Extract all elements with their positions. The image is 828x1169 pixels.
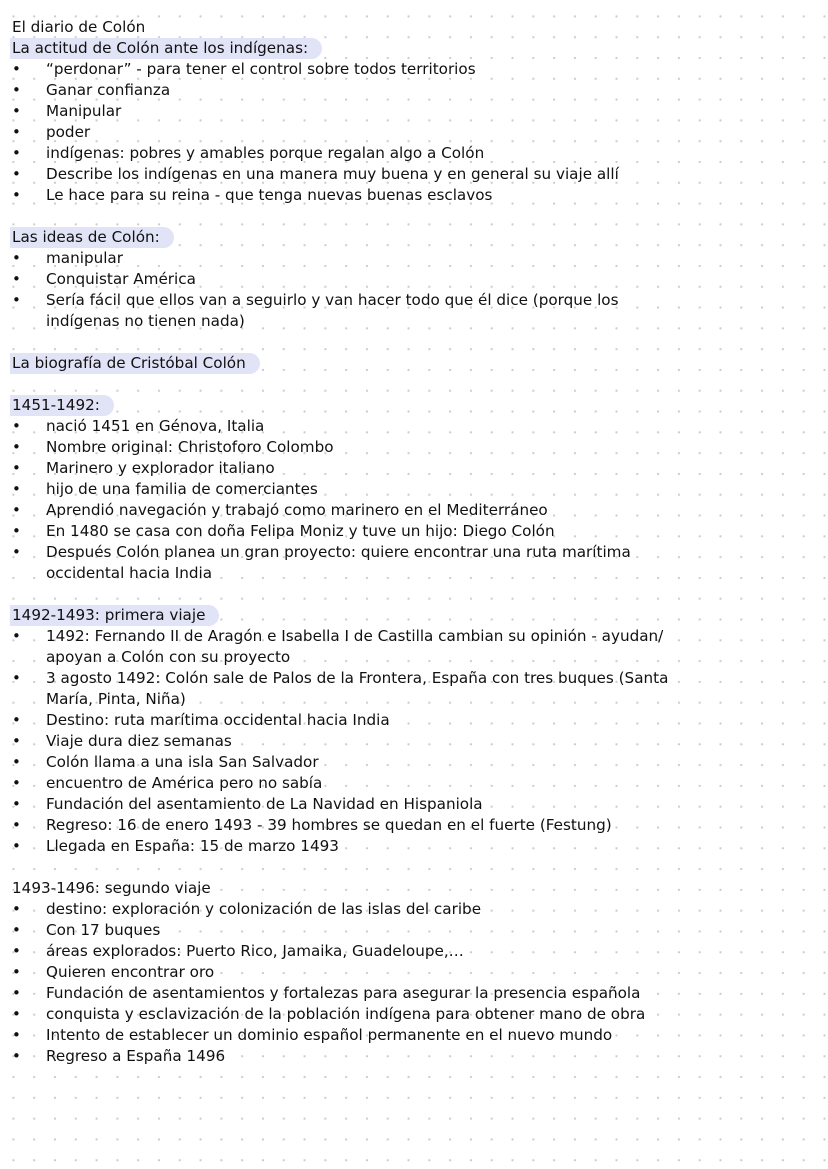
- bullet-icon: •: [12, 522, 21, 540]
- list-item-text: Marinero y explorador italiano: [46, 459, 275, 477]
- list-item: [12, 416, 812, 437]
- bullet-icon: •: [12, 459, 21, 477]
- section-heading: La actitud de Colón ante los indígenas:: [10, 38, 322, 59]
- list-item-text: nació 1451 en Génova, Italia: [46, 417, 265, 435]
- list-item: [12, 185, 812, 206]
- list-item-text: Fundación del asentamiento de La Navidad en Hispaniola: [46, 795, 483, 813]
- list-item: [12, 794, 812, 815]
- list-item-text: Destino: ruta marítima occidental hacia India: [46, 711, 390, 729]
- list-item-text: 3 agosto 1492: Colón sale de Palos de la Frontera, España con tres buques (Santa María, Pinta, Niña): [46, 669, 669, 708]
- list-item: [12, 920, 812, 941]
- bullet-icon: •: [12, 186, 21, 204]
- list-item: [12, 1004, 812, 1025]
- list-item-text: Llegada en España: 15 de marzo 1493: [46, 837, 339, 855]
- list-item: [12, 962, 812, 983]
- list-item: [12, 1025, 812, 1046]
- bullet-icon: •: [12, 438, 21, 456]
- list-item: [12, 437, 812, 458]
- list-item: [12, 143, 812, 164]
- bullet-list: [12, 59, 812, 206]
- list-item-text: 1492: Fernando II de Aragón e Isabella I de Castilla cambian su opinión - ayudan/ apoyan a Colón con su proyecto: [46, 627, 664, 666]
- bullet-icon: •: [12, 291, 21, 309]
- list-item-text: En 1480 se casa con doña Felipa Moniz y tuve un hijo: Diego Colón: [46, 522, 555, 540]
- section-heading: 1492-1493: primera viaje: [10, 605, 219, 626]
- list-item: [12, 1046, 812, 1067]
- page-title: El diario de Colón: [12, 18, 146, 36]
- list-item-text: Quieren encontrar oro: [46, 963, 215, 981]
- list-item: [12, 500, 812, 521]
- list-item: [12, 773, 812, 794]
- blank-line: [12, 374, 812, 395]
- list-item: [12, 164, 812, 185]
- list-item-text: Ganar confianza: [46, 81, 171, 99]
- list-item: [12, 542, 812, 584]
- section-1493-1496-segundo-viaje: [12, 878, 812, 1067]
- section-heading: Las ideas de Colón:: [10, 227, 174, 248]
- bullet-icon: •: [12, 753, 21, 771]
- bullet-icon: •: [12, 984, 21, 1002]
- list-item: [12, 836, 812, 857]
- list-item: [12, 941, 812, 962]
- bullet-icon: •: [12, 543, 21, 561]
- list-item-text: Regreso: 16 de enero 1493 - 39 hombres se quedan en el fuerte (Festung): [46, 816, 612, 834]
- list-item-text: Describe los indígenas en una manera muy buena y en general su viaje allí: [46, 165, 619, 183]
- bullet-icon: •: [12, 669, 21, 687]
- list-item-text: Le hace para su reina - que tenga nuevas buenas esclavos: [46, 186, 493, 204]
- list-item: [12, 731, 812, 752]
- list-item-text: Conquistar América: [46, 270, 196, 288]
- list-item-text: Fundación de asentamientos y fortalezas para asegurar la presencia española: [46, 984, 641, 1002]
- bullet-icon: •: [12, 921, 21, 939]
- list-item: [12, 899, 812, 920]
- section-la-biografia-de-cristobal-colon: [12, 353, 812, 374]
- bullet-icon: •: [12, 60, 21, 78]
- bullet-list: [12, 899, 812, 1067]
- list-item-text: Regreso a España 1496: [46, 1047, 226, 1065]
- list-item: [12, 458, 812, 479]
- section-1451-1492: [12, 395, 812, 584]
- list-item-text: Sería fácil que ellos van a seguirlo y van hacer todo que él dice (porque los indígenas no tienen nada): [46, 291, 619, 330]
- bullet-icon: •: [12, 417, 21, 435]
- list-item: [12, 521, 812, 542]
- bullet-icon: •: [12, 480, 21, 498]
- bullet-icon: •: [12, 270, 21, 288]
- list-item-text: “perdonar” - para tener el control sobre todos territorios: [46, 60, 476, 78]
- section-1492-1493-primera-viaje: [12, 605, 812, 857]
- blank-line: [12, 584, 812, 605]
- list-item: [12, 101, 812, 122]
- list-item-text: Viaje dura diez semanas: [46, 732, 232, 750]
- bullet-icon: •: [12, 942, 21, 960]
- section-heading: 1493-1496: segundo viaje: [12, 879, 211, 897]
- list-item-text: poder: [46, 123, 91, 141]
- list-item-text: conquista y esclavización de la población indígena para obtener mano de obra: [46, 1005, 646, 1023]
- blank-line: [12, 332, 812, 353]
- list-item-text: Nombre original: Christoforo Colombo: [46, 438, 334, 456]
- bullet-icon: •: [12, 963, 21, 981]
- bullet-icon: •: [12, 81, 21, 99]
- list-item: [12, 752, 812, 773]
- bullet-icon: •: [12, 144, 21, 162]
- list-item-text: Con 17 buques: [46, 921, 161, 939]
- list-item-text: hijo de una familia de comerciantes: [46, 480, 318, 498]
- bullet-list: [12, 626, 812, 857]
- note-sections: [12, 38, 812, 1067]
- blank-line: [12, 206, 812, 227]
- bullet-icon: •: [12, 816, 21, 834]
- bullet-icon: •: [12, 627, 21, 645]
- list-item: [12, 290, 812, 332]
- bullet-icon: •: [12, 795, 21, 813]
- list-item: [12, 815, 812, 836]
- list-item-text: Manipular: [46, 102, 122, 120]
- bullet-icon: •: [12, 900, 21, 918]
- bullet-list: [12, 416, 812, 584]
- section-las-ideas-de-colon: [12, 227, 812, 332]
- bullet-icon: •: [12, 1047, 21, 1065]
- list-item-text: destino: exploración y colonización de las islas del caribe: [46, 900, 482, 918]
- section-heading: La biografía de Cristóbal Colón: [10, 353, 260, 374]
- note-page: [12, 17, 812, 1067]
- list-item: [12, 479, 812, 500]
- list-item: [12, 710, 812, 731]
- list-item: [12, 59, 812, 80]
- list-item: [12, 122, 812, 143]
- list-item-text: manipular: [46, 249, 123, 267]
- bullet-icon: •: [12, 837, 21, 855]
- bullet-icon: •: [12, 165, 21, 183]
- bullet-icon: •: [12, 774, 21, 792]
- bullet-icon: •: [12, 732, 21, 750]
- list-item-text: encuentro de América pero no sabía: [46, 774, 323, 792]
- bullet-icon: •: [12, 711, 21, 729]
- list-item-text: Aprendió navegación y trabajó como marinero en el Mediterráneo: [46, 501, 548, 519]
- bullet-icon: •: [12, 1005, 21, 1023]
- list-item-text: áreas explorados: Puerto Rico, Jamaika, Guadeloupe,…: [46, 942, 464, 960]
- list-item: [12, 983, 812, 1004]
- bullet-icon: •: [12, 123, 21, 141]
- list-item-text: indígenas: pobres y amables porque regalan algo a Colón: [46, 144, 485, 162]
- section-heading: 1451-1492:: [10, 395, 114, 416]
- list-item-text: Después Colón planea un gran proyecto: quiere encontrar una ruta marítima occidental hacia India: [46, 543, 631, 582]
- bullet-icon: •: [12, 249, 21, 267]
- list-item-text: Colón llama a una isla San Salvador: [46, 753, 319, 771]
- bullet-icon: •: [12, 501, 21, 519]
- list-item: [12, 269, 812, 290]
- list-item: [12, 80, 812, 101]
- blank-line: [12, 857, 812, 878]
- list-item: [12, 248, 812, 269]
- section-la-actitud-de-colon-ante-los-indigenas: [12, 38, 812, 206]
- bullet-icon: •: [12, 102, 21, 120]
- list-item: [12, 668, 812, 710]
- list-item-text: Intento de establecer un dominio español permanente en el nuevo mundo: [46, 1026, 613, 1044]
- list-item: [12, 626, 812, 668]
- bullet-list: [12, 248, 812, 332]
- bullet-icon: •: [12, 1026, 21, 1044]
